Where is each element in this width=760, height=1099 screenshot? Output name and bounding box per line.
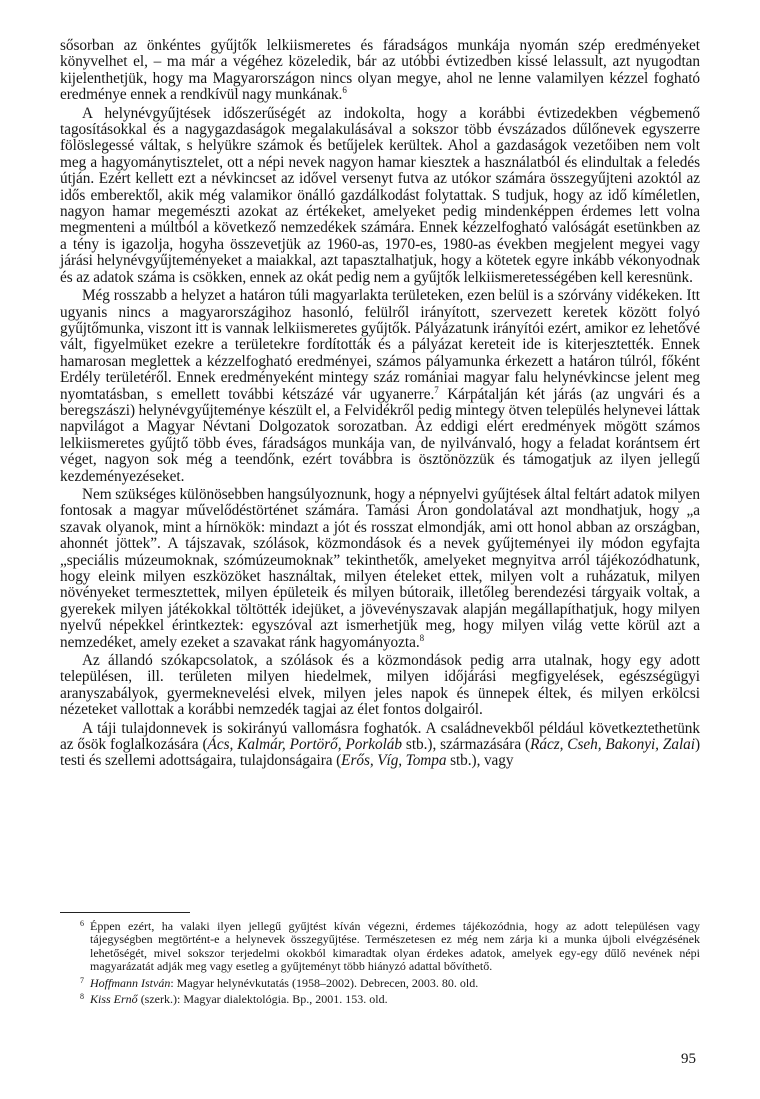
page-number: 95 xyxy=(681,1051,696,1067)
footnote-6-text: Éppen ezért, ha valaki ilyen jellegű gyűjtést kíván végezni, érdemes tájékozódnia, hogy az adott településen vagy tájegységben megtörtént-e a helynevek összegyűjtése. Természetesen ez még nem zárja ki a munka újboli elvégzésének lehetőségét, mivel sokszor terjedelmi okokból kimaradtak olyan érdekes adatok, amelyek egy-egy dűlő nevének népi magyarázatát adják meg vagy esetleg a gyűjteményt több hiányzó adattal bővíthető. xyxy=(90,919,700,974)
paragraph-5 xyxy=(60,653,700,719)
footnote-8-text: (szerk.): Magyar dialektológia. Bp., 2001. 153. old. xyxy=(137,992,388,1007)
footnote-ref-7[interactable]: 7 xyxy=(434,384,439,395)
footnote-ref-6[interactable]: 6 xyxy=(342,85,347,96)
footnote-7-number: 7 xyxy=(80,975,84,985)
paragraph-6-text-end: stb.), vagy xyxy=(446,752,514,770)
footnotes xyxy=(60,920,700,1009)
footnote-6-number: 6 xyxy=(80,919,84,928)
footnote-7 xyxy=(60,977,700,990)
paragraph-5-text: Az állandó szókapcsolatok, a szólások és a közmondások pedig arra utalnak, hogy egy adott településen, ill. területen milyen hiedelmek, milyen időjárási megfigyelések, egészségügyi aranyszabályok, gyermeknevelési elvek, milyen jeles napok és ünnepek éltek, és milyen erkölcsi nézeteket vallottak a korábbi nemzedék tagjai az élet fontos dolgairól. xyxy=(60,652,700,719)
footnote-6 xyxy=(60,920,700,974)
origin-names: Rácz, Cseh, Bakonyi, Zalai xyxy=(530,736,695,754)
footnote-7-body xyxy=(82,977,700,990)
paragraph-1 xyxy=(60,38,700,104)
paragraph-2-text: A helynévgyűjtések időszerűségét az indokolta, hogy a korábbi évtizedekben végbemenő tagosításokkal és a nagygazdaságok megalakulásával a sokszor több évszázados dűlőnevek egyszerre fölöslegessé váltak, s helyükre számok és betűjelek kerültek. Ahol a gazdaságok vezetőiben nem volt meg a hagyománytisztelet, ott a népi nevek nagyon hamar kiesztek a használatból és elindultak a feledés útján. Ezért kellett ezt a névkincset az idővel versenyt futva az utókor számára összegyűjteni azoktól az idős emberektől, akik még valamikor önálló gazdálkodást folytattak. S tudjuk, hogy az idő kíméletlen, nagyon hamar megemészti azokat az értékeket, amelyeket pedig mindenképpen érdemes lett volna megmenteni a múltból a következő nemzedékek számára. Ennek kézzelfogható valóságát esetünkben az a tény is igazolja, hogyha összevetjük az 1960-as, 1970-es, 1980-as években megjelent megyei vagy járási helynévgyűjteményeket a maiakkal, azt tapasztalhatjuk, hogy a kötetek egyre inkább vékonyodnak és az adatok száma is csökken, ennek az okát pedig nem a gyűjtők lelkiismeretességében kell keresnünk. xyxy=(60,104,700,286)
paragraph-3-text-after: Kárpátalján két járás (az ungvári és a beregszászi) helynévgyűjteménye készült el, a Felvidékről pedig mintegy ötven település helynevei láttak napvilágot a Magyar Névtani Dolgozatok sorozatban. Az eddigi elért eredmények mögött számos lelkiismeretes gyűjtő több éves, fáradságos munkája van, de nyilvánvaló, hogy a feladat korántsem ért véget, nagyon sok még a teendőnk, ezért továbbra is ösztönözzük és támogatjuk az ilyen jellegű kezdeményezéseket. xyxy=(60,385,701,485)
trait-names: Erős, Víg, Tompa xyxy=(341,752,447,770)
footnote-divider xyxy=(60,912,190,913)
paragraph-6-text-mid1: stb.), származására ( xyxy=(401,736,531,754)
footnote-ref-8[interactable]: 8 xyxy=(419,632,425,643)
paragraph-6-text-before: A táji tulajdonnevek is sokirányú vallomásra foghatók. A családnevekből például következtethetünk az ősök foglalkozására ( xyxy=(60,719,700,754)
footnote-8 xyxy=(60,993,700,1006)
paragraph-6-text-mid2: ) testi és szellemi adottságaira, tulajdonságaira ( xyxy=(60,736,700,770)
paragraph-4-text: Nem szükséges különösebben hangsúlyoznunk, hogy a népnyelvi gyűjtések által feltárt adatok milyen fontosak a magyar művelődéstörténet számára. Tamási Áron gondolatával azt mondhatjuk, hogy „a szavak olyanok, mint a hírnökök: mindazt a jót és rosszat elmondják, ami ott honol abban az országban, ahonnét jöttek”. A tájszavak, szólások, közmondások és a nevek gyűjteményei ily módon egyfajta „speciális múzeumoknak, szómúzeumoknak” tekinthetők, amelyeket megnyitva arról tájékozódhatunk, hogy eleink milyen eszközöket használtak, milyen ételeket ettek, milyen volt a ruházatuk, milyen növényeket termesztettek, milyen épületeik és milyen bútoraik, illetőleg berendezési tárgyaik voltak, a gyerekek milyen játékokkal töltötték idejüket, a jövevényszavak alapján megállapíthatjuk, hogy milyen nyelvű népekkel érintkeztek: egyszóval azt ismerhetjük meg, hogy milyen világ vette körül azt a nemzedéket, amely ezeket a szavakat ránk hagyományozta. xyxy=(60,485,700,651)
paragraph-1-text: sősorban az önkéntes gyűjtők lelkiismeretes és fáradságos munkája nyomán szép eredményeket könyvelhet el, – ma már a végéhez közeledik, bár az utóbbi évtizedben kissé lelassult, azt nyugodtan kijelenthetjük, hogy ma Magyarországon nincs olyan megye, ahol ne lenne valamilyen kézzel fogható eredménye ennek a rendkívül nagy munkának. xyxy=(60,37,700,104)
footnote-8-author: Kiss Ernő xyxy=(90,992,138,1007)
paragraph-6 xyxy=(60,721,700,770)
footnote-8-number: 8 xyxy=(80,992,84,1002)
paragraph-2 xyxy=(60,106,700,286)
footnote-8-body xyxy=(82,993,700,1006)
paragraph-3-text: Még rosszabb a helyzet a határon túli magyarlakta területeken, ezen belül is a szórvány vidékeken. Itt ugyanis nincs a magyarországihoz hasonló, felülről irányított, szervezett keretek között folyó gyűjtőmunka, viszont itt is vannak lelkiismeretes gyűjtők. Pályázatunk irányítói ezért, amikor ez lehetővé vált, figyelmüket ezekre a területekre fordították és a pályázat kereteit ide is kiterjesztették. Ennek hamarosan meglettek a kézzelfogható eredményei, számos pályamunka érkezett a határon túlról, főként Erdély területéről. Ennek eredményeként mintegy száz romániai magyar falu helynévkincse jelent meg nyomtatásban, s emellett további kétszázé vár ugyanerre. xyxy=(60,287,700,403)
footnote-7-text: : Magyar helynévkutatás (1958–2002). Debrecen, 2003. 80. old. xyxy=(170,975,479,990)
paragraph-3 xyxy=(60,288,700,485)
page-body xyxy=(60,38,700,770)
footnote-7-author: Hoffmann István xyxy=(90,975,171,990)
occupation-names: Ács, Kalmár, Portörő, Porkoláb xyxy=(207,736,402,754)
paragraph-4 xyxy=(60,487,700,651)
